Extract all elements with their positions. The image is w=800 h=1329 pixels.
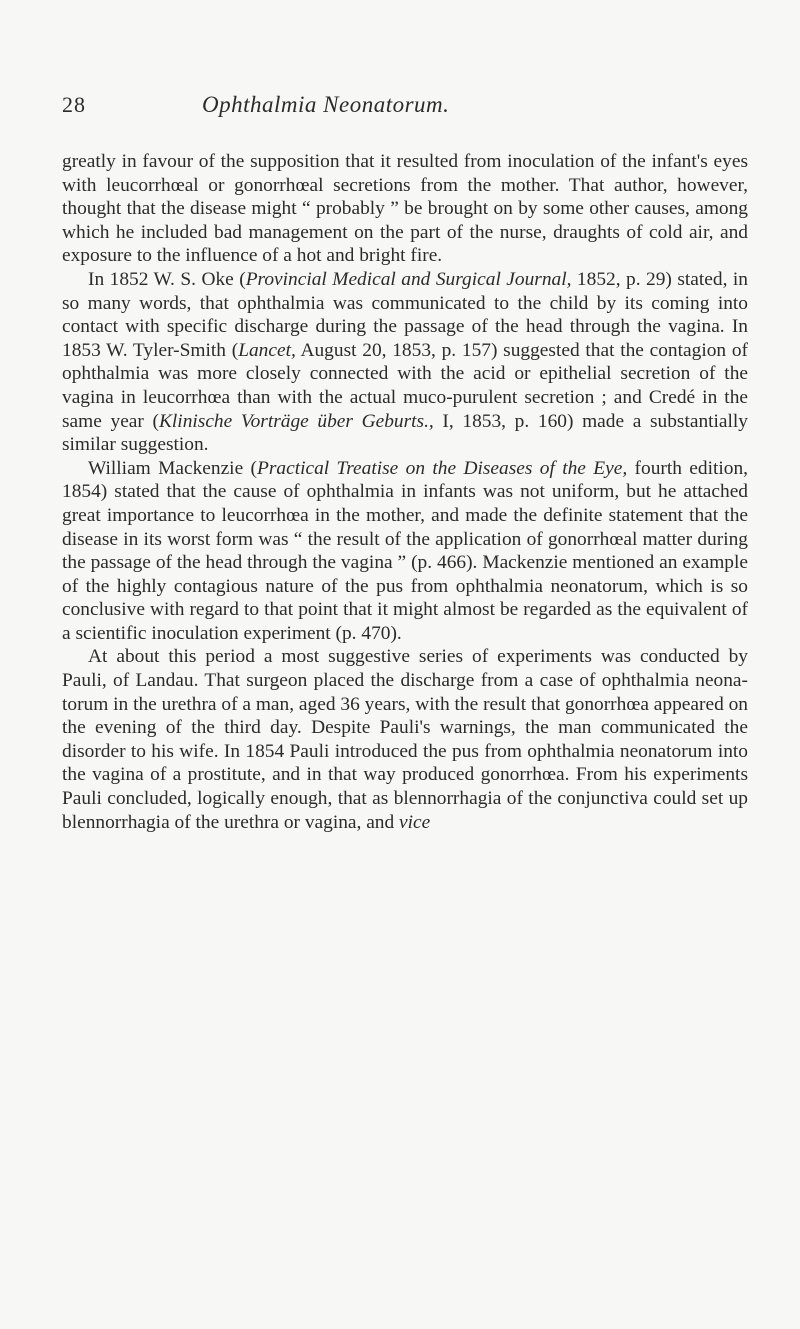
paragraph [62,268,748,457]
citation-italic: Practical Treatise on the Diseases of the Eye, [257,457,628,479]
latin-italic: vice [399,811,431,833]
page-header [62,92,748,132]
text-segment: At about this period a most suggestive series of experiments was conducted by Pauli, of Landau. That surgeon placed the discharge from a case of ophthalmia neona-torum in the urethra of a man, aged 36 years, with the result that gonorrhœa appeared on the evening of the third day. Despite Pauli's warnings, the man communicated the disorder to his wife. In 1854 Pauli introduced the pus from ophthalmia neonatorum into the vagina of a prostitute, and in that way produced gonorrhœa. From his experiments Pauli concluded, logically enough, that as blennorrhagia of the conjunctiva could set up blennorrhagia of the urethra or vagina, and [62,646,748,833]
text-segment: fourth edition, 1854) stated that the cause of ophthalmia in infants was not uniform, but he attached great importance to leucorrhœa in the mother, and made the definite statement that the disease in its worst form was “ the result of the application of gonorrhœal matter during the passage of the head through the vagina ” (p. 466). Mackenzie mentioned an example of the highly contagious nature of the pus from ophthalmia neonatorum, which is so conclusive with regard to that point that it might almost be regarded as the equivalent of a scientific inoculation experiment (p. 470). [62,457,748,644]
text-segment: 1852, p. 29) stated, in so many words, that ophthalmia was communicated to the child by its coming into contact with specific discharge during the passage of the head through the vagina. In 1853 W. Tyler-Smith ( [62,268,748,361]
text-segment: I, 1853, p. 160) made a substantially similar suggestion. [62,410,748,456]
paragraph [62,150,748,268]
citation-italic: Provincial Medical and Surgical Journal, [245,268,572,290]
book-page [62,92,748,834]
citation-italic: Lancet, [238,339,296,361]
paragraph [62,457,748,646]
text-segment: William Mackenzie ( [88,457,257,479]
running-title: Ophthalmia Neonatorum. [202,92,450,117]
page-number: 28 [62,92,86,117]
text-segment: In 1852 W. S. Oke ( [88,268,246,290]
text-segment: August 20, 1853, p. 157) suggested that the contagion of ophthalmia was more closely connected with the acid or epithelial secretion of the vagina in leucorrhœa than with the actual muco-purulent secretion ; and Credé in the same year ( [62,339,748,432]
paragraph [62,645,748,834]
body-text [62,150,748,834]
citation-italic: Klinische Vorträge über Geburts., [158,410,434,432]
text-segment: greatly in favour of the supposition that it resulted from inoculation of the infant's eyes with leucorrhœal or gonorrhœal secretions from the mother. That author, however, thought that the disease might “ probably ” be brought on by some other causes, among which he included bad management on the part of the nurse, draughts of cold air, and exposure to the influence of a hot and bright fire. [62,151,748,267]
